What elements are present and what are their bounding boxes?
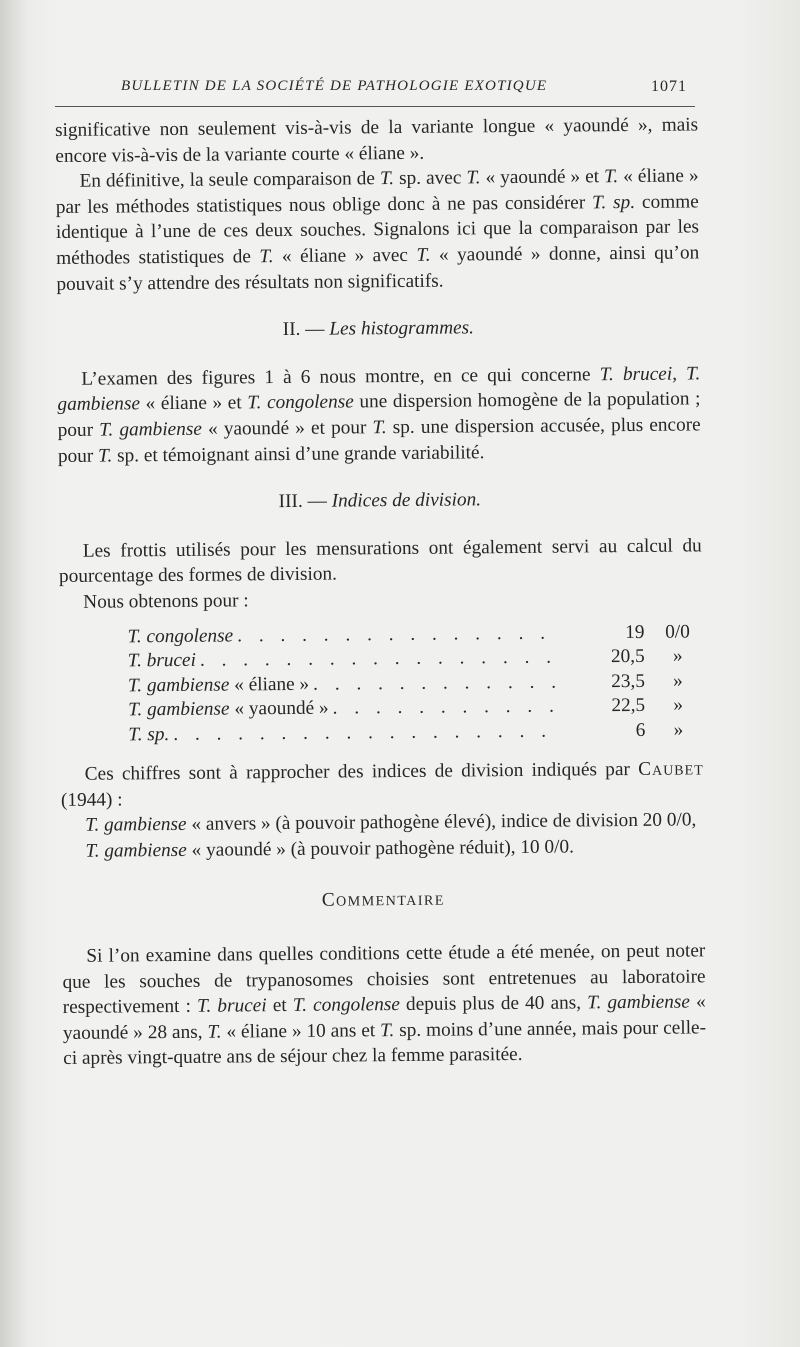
division-index-list <box>59 620 703 748</box>
journal-title: BULLETIN DE LA SOCIÉTÉ DE PATHOLOGIE EXOTIQUE <box>121 78 548 94</box>
list-item: T. gambiense « yaoundé » . . . 22,5 » <box>128 693 703 723</box>
paragraph-definitive: En définitive, la seule comparaison de T. sp. avec T. « yaoundé » et T. « éliane » par les méthodes statistiques nous oblige donc à ne pas considérer T. sp. comme identique à l’une de ces deux souches. Signalons ici que la comparaison par les méthodes statistiques de T. « éliane » avec T. « yaoundé » donne, ainsi qu’on pouvait s’y attendre des résultats non significatifs. <box>55 165 700 295</box>
list-item: T. congolense . . . 19 0/0 <box>127 620 702 650</box>
list-item: T. brucei . . . 20,5 » <box>128 644 703 674</box>
section-heading-indices: III. — Indices de division. <box>278 489 482 513</box>
list-item: T. sp. . . . 6 » <box>128 718 703 748</box>
section-heading-commentaire: Commentaire <box>321 889 445 912</box>
header-rule <box>55 106 695 107</box>
article-body <box>55 112 706 1072</box>
paragraph-continuation: significative non seulement vis-à-vis de la variante longue « yaoundé », mais encore vis-à-vis de la variante courte « éliane ». <box>55 114 699 167</box>
paragraph-frottis: Les frottis utilisés pour les mensurations ont également servi au calcul du pourcentage des formes de division. <box>58 535 702 588</box>
list-item: T. gambiense « éliane » . . . 23,5 » <box>128 669 703 699</box>
paragraph-anvers: T. gambiense « anvers » (à pouvoir pathogène élevé), indice de division 20 0/0, <box>85 809 697 836</box>
paragraph-obtenons: Nous obtenons pour : <box>83 590 249 613</box>
page-number: 1071 <box>651 78 687 95</box>
section-heading-histogrammes: II. — Les histogrammes. <box>282 317 475 341</box>
paragraph-yaounde: T. gambiense « yaoundé » (à pouvoir pathogène réduit), 10 0/0. <box>85 836 575 862</box>
paragraph-commentaire: Si l’on examine dans quelles conditions cette étude a été menée, on peut noter que les souches de trypanosomes choisies sont entretenues au laboratoire respectivement : T. brucei et T. congolense depuis plus de 40 ans, T. gambiense « yaoundé » 28 ans, T. « éliane » 10 ans et T. sp. moins d’une année, mais pour celle-ci après vingt-quatre ans de séjour chez la femme parasitée. <box>62 940 707 1070</box>
paragraph-histogrammes: L’examen des figures 1 à 6 nous montre, en ce qui concerne T. brucei, T. gambiense « éliane » et T. congolense une dispersion homogène de la population ; pour T. gambiense « yaoundé » et pour T. sp. une dispersion accusée, plus encore pour T. sp. et témoignant ainsi d’une grande variabilité. <box>57 363 701 467</box>
running-header <box>55 74 695 104</box>
paragraph-caubet: Ces chiffres sont à rapprocher des indices de division indiqués par Caubet (1944) : <box>60 758 704 811</box>
